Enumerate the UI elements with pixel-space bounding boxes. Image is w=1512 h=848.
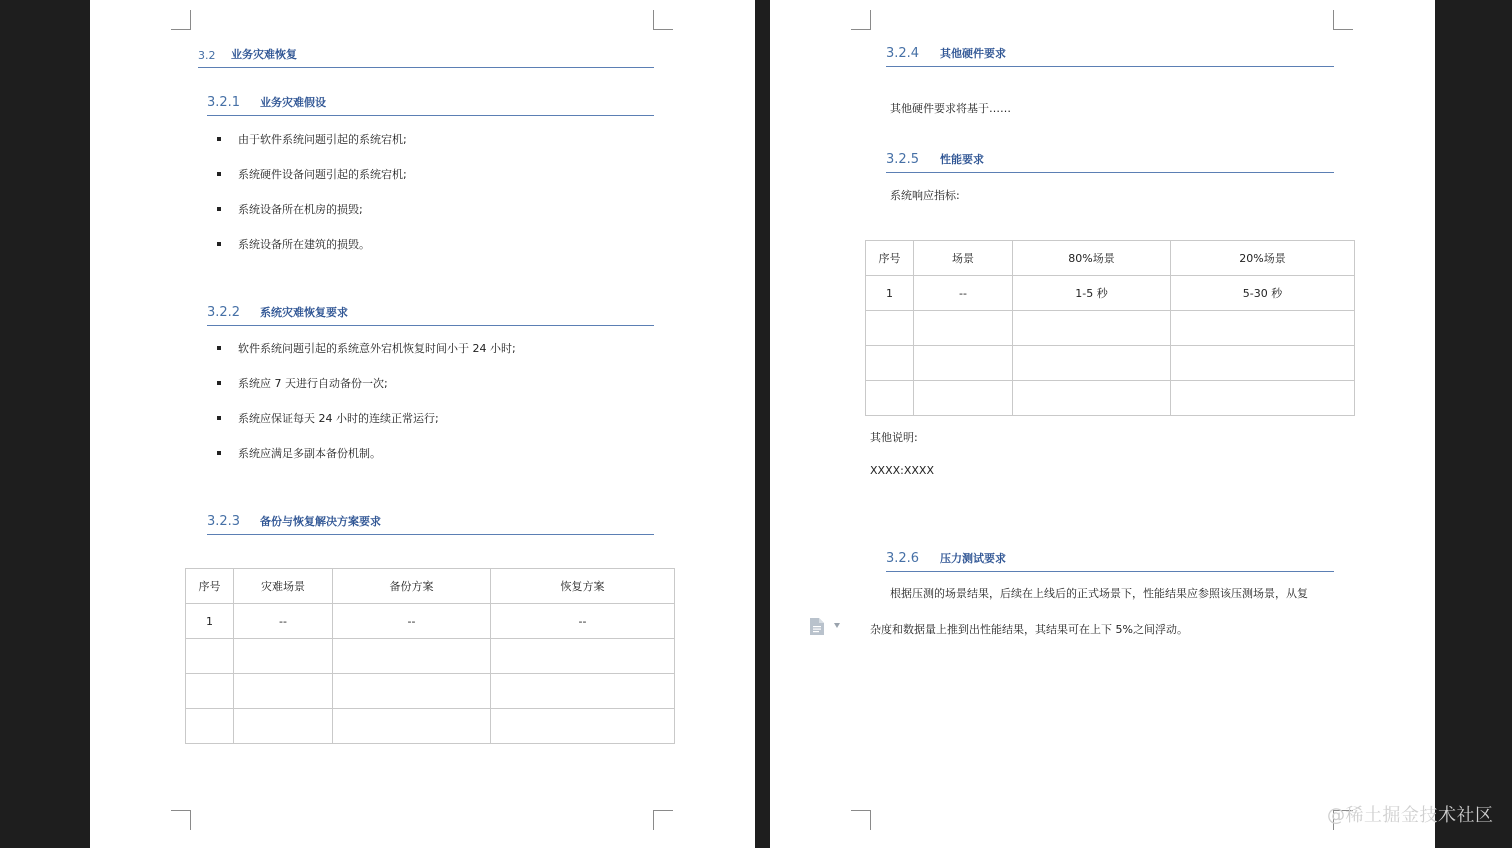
table-header-cell: 备份方案: [333, 569, 491, 604]
other-notes-value: XXXX:XXXX: [870, 464, 934, 477]
bullet-icon: [217, 207, 221, 211]
list-item: 系统应满足多副本备份机制。: [238, 445, 658, 480]
table-header-cell: 80%场景: [1013, 241, 1171, 276]
subsection-title: 系统灾难恢复要求: [260, 306, 348, 319]
subsection-heading-3-2-2: [207, 303, 654, 326]
table-cell: [866, 311, 914, 346]
bullet-icon: [217, 137, 221, 141]
table-cell: 1: [186, 604, 234, 639]
table-cell: [186, 639, 234, 674]
subsection-heading-3-2-6: [886, 549, 1334, 572]
table-row: [186, 639, 675, 674]
subsection-number: 3.2.1: [207, 95, 241, 110]
table-header-cell: 恢复方案: [491, 569, 675, 604]
table-cell: [333, 709, 491, 744]
subsection-heading-3-2-1: [207, 93, 654, 116]
table-header-row: [186, 569, 675, 604]
table-cell: --: [234, 604, 333, 639]
document-page-left: [90, 0, 755, 848]
list-item: 系统应保证每天 24 小时的连续正常运行;: [238, 410, 658, 445]
list-item: 系统应 7 天进行自动备份一次;: [238, 375, 658, 410]
table-row: [866, 311, 1355, 346]
caret-down-icon[interactable]: [834, 623, 840, 628]
crop-mark: [171, 810, 191, 830]
table-row: [866, 276, 1355, 311]
table-row: [186, 604, 675, 639]
table-cell: [1013, 346, 1171, 381]
table-cell: [914, 381, 1013, 416]
table-cell: --: [333, 604, 491, 639]
table-header-cell: 20%场景: [1171, 241, 1355, 276]
table-cell: [333, 674, 491, 709]
table-cell: [1013, 311, 1171, 346]
crop-mark: [171, 10, 191, 30]
table-cell: [914, 311, 1013, 346]
section-title: 业务灾难恢复: [231, 48, 297, 61]
table-cell: [866, 381, 914, 416]
table-cell: [914, 346, 1013, 381]
table-cell: [186, 674, 234, 709]
subsection-title: 业务灾难假设: [260, 96, 326, 109]
subsection-number: 3.2.6: [886, 551, 920, 566]
bullet-icon: [217, 381, 221, 385]
table-cell: [234, 709, 333, 744]
subsection-number: 3.2.4: [886, 46, 920, 61]
table-cell: --: [914, 276, 1013, 311]
list-item: 系统设备所在建筑的损毁。: [238, 236, 658, 271]
table-header-row: [866, 241, 1355, 276]
bullet-icon: [217, 172, 221, 176]
table-row: [186, 709, 675, 744]
subsection-title: 性能要求: [940, 153, 984, 166]
performance-intro: 系统响应指标:: [890, 189, 960, 202]
table-cell: [491, 639, 675, 674]
watermark: @稀土掘金技术社区: [1327, 805, 1494, 826]
table-cell: [491, 709, 675, 744]
subsection-number: 3.2.5: [886, 152, 920, 167]
table-row: [866, 346, 1355, 381]
subsection-title: 压力测试要求: [940, 552, 1006, 565]
subsection-title: 其他硬件要求: [940, 47, 1006, 60]
subsection-heading-3-2-3: [207, 512, 654, 535]
table-row: [866, 381, 1355, 416]
section-heading-3-2: [198, 45, 654, 68]
other-notes-label: 其他说明:: [870, 431, 918, 444]
table-cell: [333, 639, 491, 674]
crop-mark: [653, 10, 673, 30]
performance-table: [865, 240, 1355, 416]
crop-mark: [851, 810, 871, 830]
table-cell: [234, 674, 333, 709]
table-cell: --: [491, 604, 675, 639]
backup-recovery-table: [185, 568, 675, 744]
crop-mark: [1333, 10, 1353, 30]
document-page-right: [770, 0, 1435, 848]
recovery-requirement-list: [238, 340, 658, 480]
table-cell: 5-30 秒: [1171, 276, 1355, 311]
table-header-cell: 场景: [914, 241, 1013, 276]
subsection-number: 3.2.2: [207, 305, 241, 320]
stress-test-paragraph-line-1: 根据压测的场景结果，后续在上线后的正式场景下，性能结果应参照该压测场景，从复: [890, 587, 1308, 600]
table-header-cell: 序号: [186, 569, 234, 604]
list-item: 由于软件系统问题引起的系统宕机;: [238, 131, 658, 166]
list-item: 系统设备所在机房的损毁;: [238, 201, 658, 236]
bullet-icon: [217, 346, 221, 350]
subsection-title: 备份与恢复解决方案要求: [260, 515, 381, 528]
bullet-icon: [217, 451, 221, 455]
hardware-text: 其他硬件要求将基于……: [890, 102, 1011, 115]
table-header-cell: 序号: [866, 241, 914, 276]
table-cell: [1171, 346, 1355, 381]
list-item: 系统硬件设备问题引起的系统宕机;: [238, 166, 658, 201]
table-cell: 1-5 秒: [1013, 276, 1171, 311]
table-cell: 1: [866, 276, 914, 311]
subsection-heading-3-2-4: [886, 44, 1334, 67]
section-number: 3.2: [198, 49, 216, 62]
subsection-heading-3-2-5: [886, 150, 1334, 173]
bullet-icon: [217, 242, 221, 246]
document-icon[interactable]: [808, 617, 826, 636]
table-cell: [1171, 381, 1355, 416]
table-row: [186, 674, 675, 709]
table-cell: [186, 709, 234, 744]
crop-mark: [851, 10, 871, 30]
disaster-assumption-list: [238, 131, 658, 271]
list-item: 软件系统问题引起的系统意外宕机恢复时间小于 24 小时;: [238, 340, 658, 375]
table-cell: [866, 346, 914, 381]
crop-mark: [653, 810, 673, 830]
table-cell: [1013, 381, 1171, 416]
bullet-icon: [217, 416, 221, 420]
table-cell: [234, 639, 333, 674]
table-cell: [491, 674, 675, 709]
stress-test-paragraph-line-2: 杂度和数据量上推到出性能结果，其结果可在上下 5%之间浮动。: [870, 623, 1188, 636]
table-header-cell: 灾难场景: [234, 569, 333, 604]
table-cell: [1171, 311, 1355, 346]
subsection-number: 3.2.3: [207, 514, 241, 529]
